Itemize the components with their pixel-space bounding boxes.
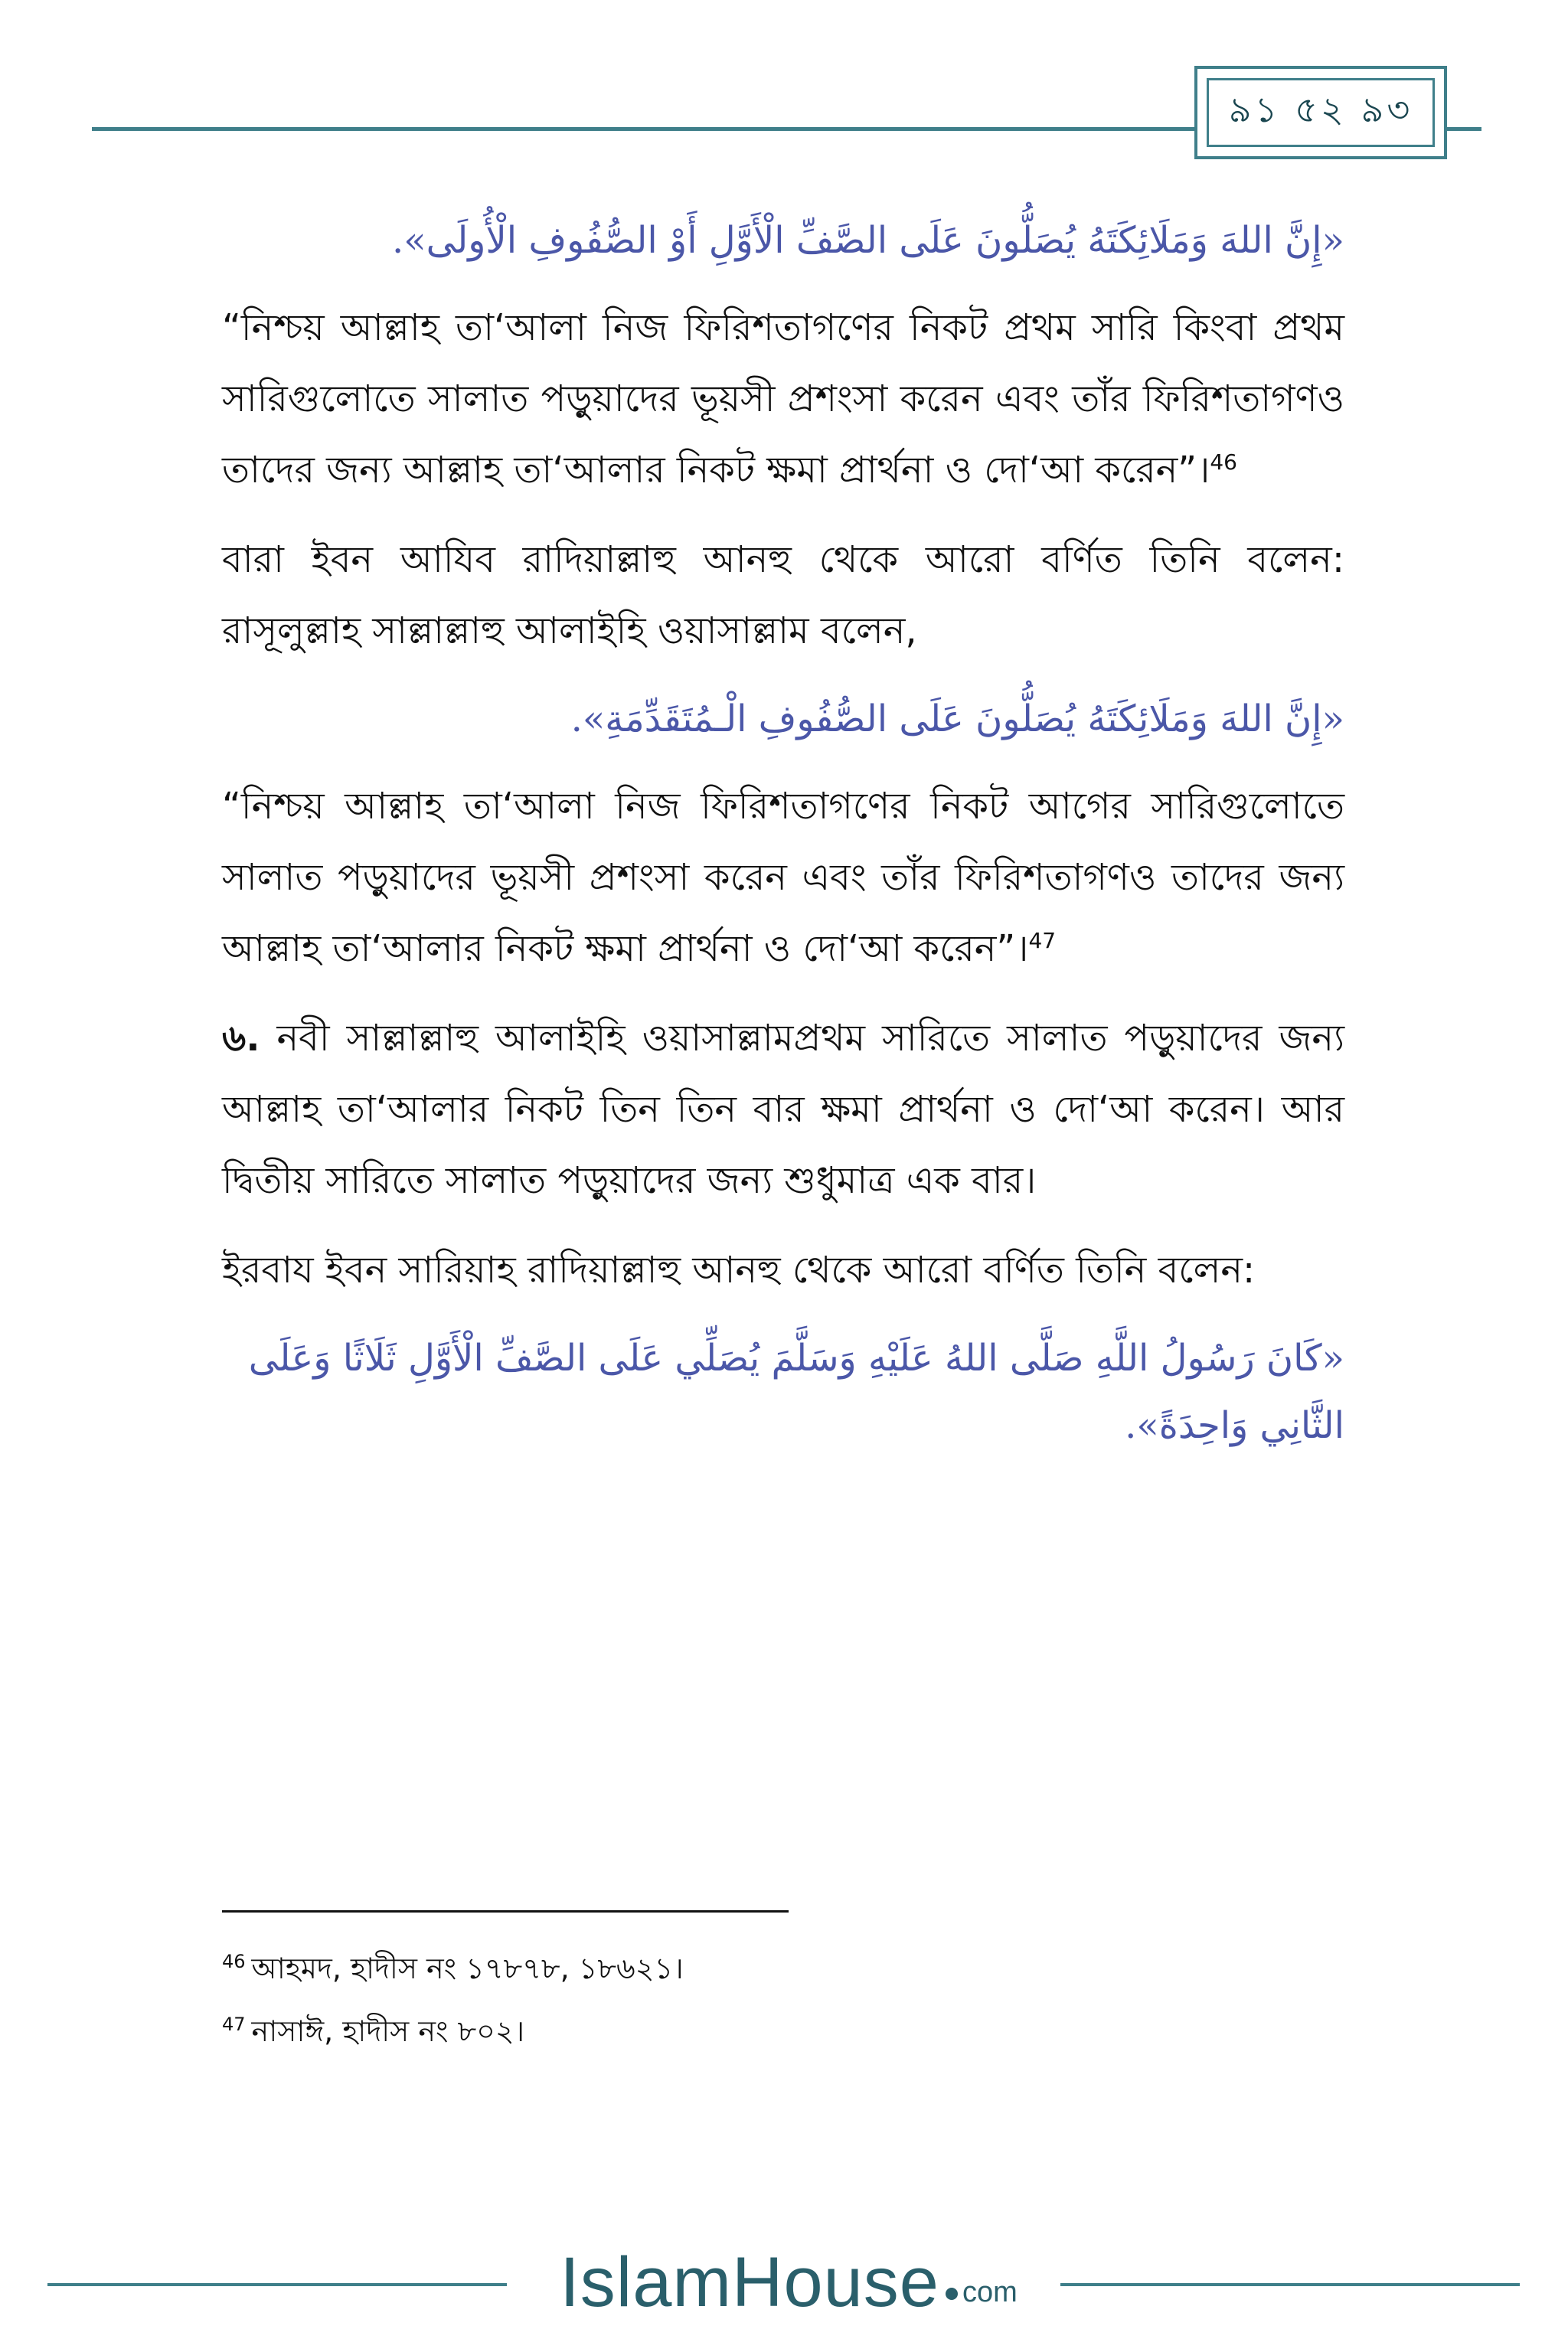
- narration-paragraph-2: ইরবায ইবন সারিয়াহ রাদিয়াল্লাহু আনহু থেকে আরো বর্ণিত তিনি বলেন:: [222, 1249, 1256, 1292]
- arabic-hadith-3: «كَانَ رَسُولُ اللَّهِ صَلَّى اللهُ عَلَيْهِ وَسَلَّمَ يُصَلِّي عَلَى الصَّفِّ الْأَوَّلِ ثَلَاثًا وَعَلَى الثَّانِي وَاحِدَةً».: [248, 1337, 1344, 1447]
- brand-dot-icon: [946, 2288, 958, 2300]
- footnote-number: 46: [222, 1951, 246, 1973]
- footnote-ref-47[interactable]: 47: [1028, 928, 1057, 953]
- arabic-hadith-2: «إِنَّ اللهَ وَمَلَائِكَتَهُ يُصَلُّونَ عَلَى الصُّفُوفِ الْـمُتَقَدِّمَةِ».: [570, 697, 1344, 740]
- brand-name: IslamHouse: [560, 2243, 939, 2321]
- page-number: ৯১ ৫২ ৯৩: [1228, 89, 1413, 130]
- translation-paragraph-2: [222, 771, 1344, 985]
- footnote-47: [222, 2000, 1344, 2063]
- main-content: [222, 207, 1344, 1478]
- point-number: ৬.: [222, 1017, 260, 1060]
- paragraph-text: নবী সাল্লাল্লাহু আলাইহি ওয়াসাল্লামপ্রথম সারিতে সালাত পড়ুয়াদের জন্য আল্লাহ তা‘আলার নিকট তিন তিন বার ক্ষমা প্রার্থনা ও দো‘আ করেন। আর দ্বিতীয় সারিতে সালাত পড়ুয়াদের জন্য শুধুমাত্র এক বার।: [222, 1017, 1344, 1202]
- page-number-badge: [1194, 66, 1447, 159]
- point-six-paragraph: [222, 1003, 1344, 1217]
- page-number-frame: [1207, 78, 1435, 147]
- islamhouse-logo[interactable]: [536, 2240, 1041, 2324]
- narration-paragraph-1: বারা ইবন আযিব রাদিয়াল্লাহু আনহু থেকে আরো বর্ণিত তিনি বলেন: রাসূলুল্লাহ সাল্লাল্লাহু আলাইহি ওয়াসাল্লাম বলেন,: [222, 538, 1344, 652]
- footer-rule-left: [47, 2283, 507, 2286]
- paragraph-text: “নিশ্চয় আল্লাহ তা‘আলা নিজ ফিরিশতাগণের নিকট আগের সারিগুলোতে সালাত পড়ুয়াদের ভূয়সী প্রশংসা করেন এবং তাঁর ফিরিশতাগণও তাদের জন্য আল্লাহ তা‘আলার নিকট ক্ষমা প্রার্থনা ও দো‘আ করেন”।: [222, 785, 1344, 970]
- arabic-hadith-1: «إِنَّ اللهَ وَمَلَائِكَتَهُ يُصَلُّونَ عَلَى الصَّفِّ الْأَوَّلِ أَوْ الصُّفُوفِ الْأُولَى».: [391, 219, 1344, 262]
- footnote-ref-46[interactable]: 46: [1210, 449, 1237, 475]
- footnote-46: [222, 1937, 1344, 2000]
- footer-rule-right: [1060, 2283, 1520, 2286]
- brand-tld: com: [962, 2275, 1018, 2308]
- footnotes: [222, 1937, 1344, 2063]
- paragraph-text: “নিশ্চয় আল্লাহ তা‘আলা নিজ ফিরিশতাগণের নিকট প্রথম সারি কিংবা প্রথম সারিগুলোতে সালাত পড়ুয়াদের ভূয়সী প্রশংসা করেন এবং তাঁর ফিরিশতাগণও তাদের জন্য আল্লাহ তা‘আলার নিকট ক্ষমা প্রার্থনা ও দো‘আ করেন”।: [222, 306, 1344, 492]
- footnote-text: নাসাঈ, হাদীস নং ৮০২।: [251, 2014, 525, 2048]
- translation-paragraph-1: [222, 292, 1344, 506]
- footnote-rule: [222, 1910, 789, 1913]
- footnote-number: 47: [222, 2014, 246, 2036]
- footnote-text: আহমদ, হাদীস নং ১৭৮৭৮, ১৮৬২১।: [251, 1952, 684, 1985]
